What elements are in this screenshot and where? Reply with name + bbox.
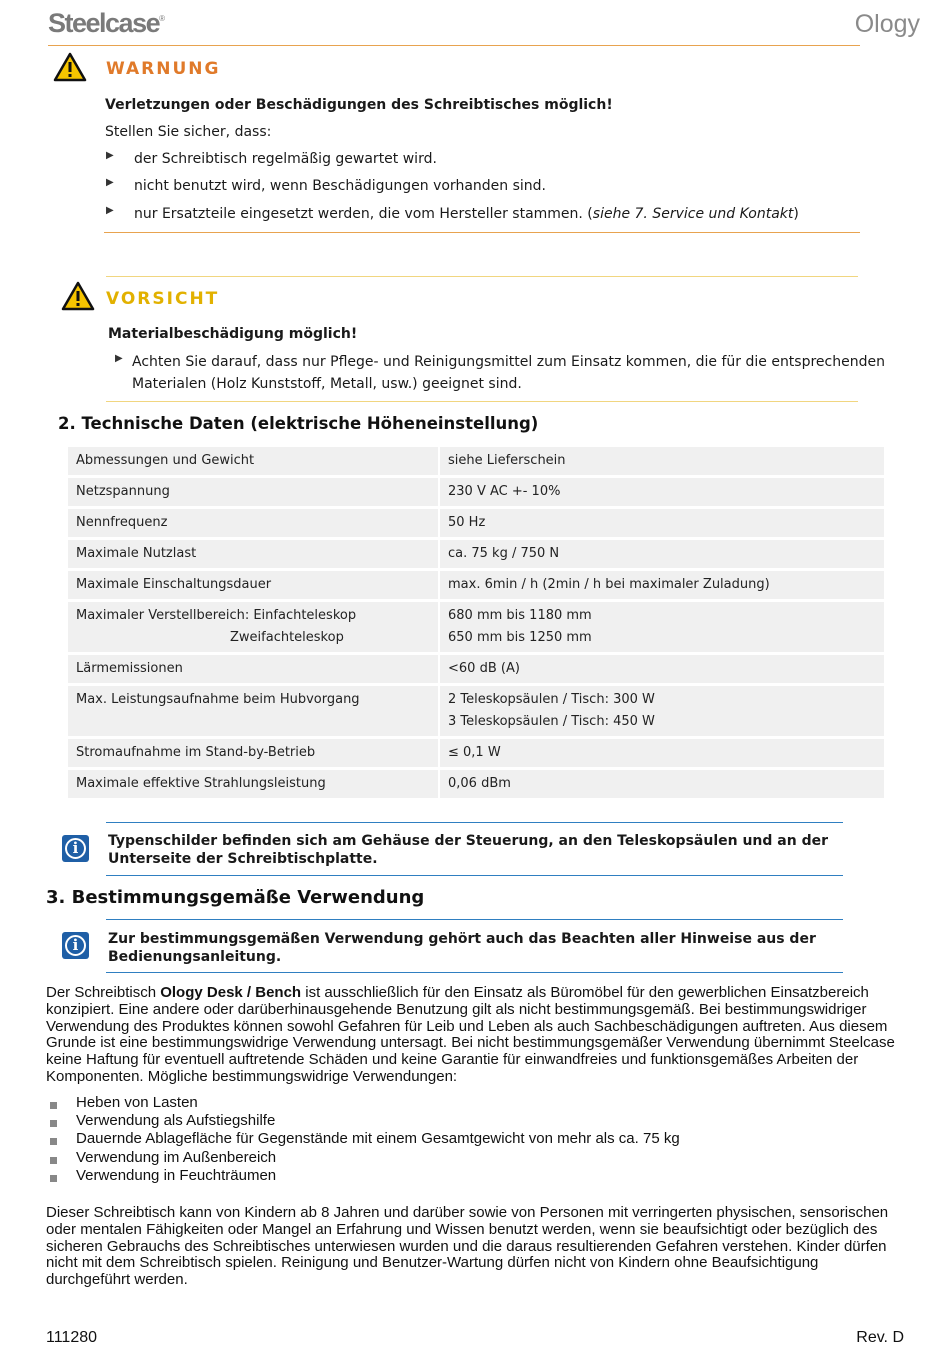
caution-title: VORSICHT: [106, 289, 220, 309]
warning-intro: Stellen Sie sicher, dass:: [105, 124, 272, 140]
arrow-bullet-icon: ▶: [106, 177, 114, 188]
document-number: 111280: [46, 1329, 98, 1346]
section2-heading: 2. Technische Daten (elektrische Höheneinstellung): [58, 414, 539, 433]
caution-text-line: Materialen (Holz Kunststoff, Metall, usw.) geeignet sind.: [132, 376, 522, 392]
arrow-bullet-icon: ▶: [106, 205, 114, 216]
warning-headline: Verletzungen oder Beschädigungen des Schreibtisches möglich!: [105, 97, 613, 113]
list-item: Verwendung im Außenbereich: [76, 1149, 277, 1166]
table-row: Maximaler Verstellbereich: Einfachteleskop Zweifachteleskop 680 mm bis 1180 mm 650 mm bis 1250 mm: [68, 602, 884, 652]
info-icon: i: [62, 835, 89, 862]
warning-triangle-icon: [53, 52, 87, 82]
info-top-rule: [106, 822, 843, 823]
warning-bottom-rule: [104, 232, 860, 233]
table-row: Netzspannung 230 V AC +- 10%: [68, 478, 884, 506]
arrow-bullet-icon: ▶: [115, 353, 123, 364]
info-bottom-rule: [106, 875, 843, 876]
square-bullet-icon: [50, 1102, 57, 1109]
info-icon: i: [62, 932, 89, 959]
square-bullet-icon: [50, 1138, 57, 1145]
ology-logo: Ology: [854, 10, 920, 38]
technical-data-table: [66, 444, 886, 801]
intended-use-note: Zur bestimmungsgemäßen Verwendung gehört auch das Beachten aller Hinweise aus der Bedienungsanleitung.: [108, 931, 816, 965]
typeplate-note: Typenschilder befinden sich am Gehäuse der Steuerung, an den Teleskopsäulen und an der Unterseite der Schreibtischplatte.: [108, 833, 828, 867]
table-row: Nennfrequenz 50 Hz: [68, 509, 884, 537]
header-rule: [48, 45, 860, 46]
table-row: Stromaufnahme im Stand-by-Betrieb ≤ 0,1 W: [68, 739, 884, 767]
table-row: Lärmemissionen <60 dB (A): [68, 655, 884, 683]
square-bullet-icon: [50, 1120, 57, 1127]
caution-text-line: Achten Sie darauf, dass nur Pflege- und Reinigungsmittel zum Einsatz kommen, die für die entsprechenden: [132, 354, 885, 370]
warning-item: der Schreibtisch regelmäßig gewartet wird.: [134, 151, 437, 167]
table-row: Max. Leistungsaufnahme beim Hubvorgang 2 Teleskopsäulen / Tisch: 300 W 3 Teleskopsäulen / Tisch: 450 W: [68, 686, 884, 736]
list-item: Dauernde Ablagefläche für Gegenstände mit einem Gesamtgewicht von mehr als ca. 75 kg: [76, 1130, 680, 1147]
list-item: Verwendung in Feuchträumen: [76, 1167, 277, 1184]
table-row: Abmessungen und Gewicht siehe Lieferschein: [68, 447, 884, 475]
revision-label: Rev. D: [856, 1329, 904, 1346]
square-bullet-icon: [50, 1175, 57, 1182]
arrow-bullet-icon: ▶: [106, 150, 114, 161]
warning-item: nur Ersatzteile eingesetzt werden, die vom Hersteller stammen. (siehe 7. Service und Kontakt): [134, 206, 799, 222]
caution-triangle-icon: [61, 281, 95, 311]
warning-title: WARNUNG: [106, 59, 221, 79]
section3-heading: 3. Bestimmungsgemäße Verwendung: [46, 887, 425, 908]
warning-item: nicht benutzt wird, wenn Beschädigungen vorhanden sind.: [134, 178, 546, 194]
caution-headline: Materialbeschädigung möglich!: [108, 326, 358, 342]
steelcase-logo: Steelcase®: [48, 8, 166, 38]
intended-use-paragraph: Der Schreibtisch Ology Desk / Bench ist ausschließlich für den Einsatz als Büromöbel für den gewerblichen Einsatzbereich konzipiert. Eine andere oder darüberhinausgehende Benutzung gilt als nicht bestimmungsgemäß. Bei bestimmungswidriger Verwendung des Produktes können sowohl Gefahren für Leib und Leben als auch Sachbeschädigungen auftreten. Aus diesem Grunde ist eine bestimmungswidrige Verwendung untersagt. Bei nicht bestimmungsgemäßer Verwendung übernimmt Steelcase keine Haftung für eventuell auftretende Schäden und keine Garantie für einwandfreies und funktionsgemäßes Arbeiten der Komponenten. Mögliche bestimmungswidrige Verwendungen:: [46, 984, 895, 1085]
info-bottom-rule: [106, 972, 843, 973]
list-item: Heben von Lasten: [76, 1094, 198, 1111]
table-row: Maximale Nutzlast ca. 75 kg / 750 N: [68, 540, 884, 568]
children-usage-paragraph: Dieser Schreibtisch kann von Kindern ab 8 Jahren und darüber sowie von Personen mit verringerten physischen, sensorischen oder mentalen Fähigkeiten oder Mangel an Erfahrung und Wissen benutzt werden, wenn sie beaufsichtigt oder bezüglich des sicheren Gebrauchs des Schreibtisches unterwiesen wurden und die daraus resultierenden Gefahren verstehen. Kinder dürfen nicht mit dem Schreibtisch spielen. Reinigung und Benutzer-Wartung dürfen nicht von Kindern ohne Beaufsichtigung durchgeführt werden.: [46, 1204, 889, 1289]
table-row: Maximale effektive Strahlungsleistung 0,06 dBm: [68, 770, 884, 798]
caution-bottom-rule: [106, 401, 858, 402]
service-contact-reference[interactable]: siehe 7. Service und Kontakt: [592, 206, 794, 222]
list-item: Verwendung als Aufstiegshilfe: [76, 1112, 276, 1129]
info-top-rule: [106, 919, 843, 920]
square-bullet-icon: [50, 1157, 57, 1164]
table-row: Maximale Einschaltungsdauer max. 6min / h (2min / h bei maximaler Zuladung): [68, 571, 884, 599]
caution-top-rule: [106, 276, 858, 277]
